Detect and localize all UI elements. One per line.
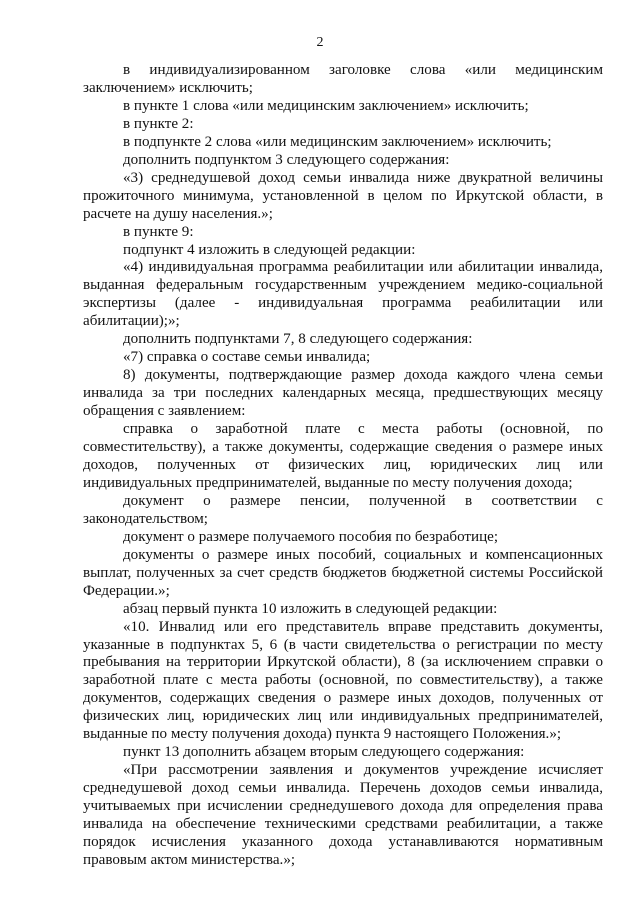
paragraph: справка о заработной плате с места работы (основной, по совместительству), а также документы, содержащие сведения о размере иных доходов, полученных от физических лиц, юридических лиц или индивидуальных предпринимателей, выданные по месту получения дохода;: [83, 421, 603, 491]
paragraph: дополнить подпунктами 7, 8 следующего содержания:: [123, 331, 473, 348]
paragraph: «7) справка о составе семьи инвалида;: [123, 349, 371, 366]
paragraph: в индивидуализированном заголовке слова «или медицинским заключением» исключить;: [83, 62, 603, 96]
paragraph: в пункте 2:: [123, 115, 194, 132]
paragraph: в пункте 9:: [123, 223, 194, 240]
paragraph: в пункте 1 слова «или медицинским заключением» исключить;: [123, 97, 529, 114]
paragraph: «4) индивидуальная программа реабилитации или абилитации инвалида, выданная федеральным государственным учреждением медико-социальной экспертизы (далее - индивидуальная программа реабилитации или абилитации);»;: [83, 259, 603, 330]
paragraph: пункт 13 дополнить абзацем вторым следующего содержания:: [123, 744, 525, 761]
paragraph: абзац первый пункта 10 изложить в следующей редакции:: [123, 600, 498, 617]
page-number: 2: [316, 35, 324, 50]
paragraph: «3) среднедушевой доход семьи инвалида ниже двукратной величины прожиточного минимума, установленной в целом по Иркутской области, в расчете на душу населения.»;: [83, 169, 603, 222]
paragraph: документы о размере иных пособий, социальных и компенсационных выплат, полученных за счет средств бюджетов бюджетной системы Российской Федерации.»;: [83, 546, 603, 599]
paragraph: документ о размере пенсии, полученной в соответствии с законодательством;: [83, 492, 603, 527]
paragraph: «При рассмотрении заявления и документов учреждение исчисляет среднедушевой доход семьи инвалида. Перечень доходов семьи инвалида, учитываемых при исчислении среднедушевого дохода для определения права инвалида на обеспечение техническими средствами реабилитации, а также порядок исчисления указанного дохода устанавливаются нормативным правовым актом министерства.»;: [83, 762, 603, 868]
paragraph: 8) документы, подтверждающие размер дохода каждого члена семьи инвалида за три последних календарных месяца, предшествующих месяцу обращения с заявлением:: [83, 367, 603, 420]
document-body: [83, 62, 603, 870]
paragraph: документ о размере получаемого пособия по безработице;: [123, 528, 499, 545]
paragraph: подпункт 4 изложить в следующей редакции:: [123, 241, 416, 258]
paragraph: «10. Инвалид или его представитель вправе представить документы, указанные в подпунктах 5, 6 (в части свидетельства о регистрации по месту пребывания на территории Иркутской области), 8 (за исключением справки о заработной плате с места работы (основной, по совместительству), а также документов, содержащих сведения о размере иных доходов, полученных от физических лиц, юридических лиц или индивидуальных предпринимателей, выданные по месту получения дохода) пункта 9 настоящего Положения.»;: [83, 618, 603, 743]
paragraph: в подпункте 2 слова «или медицинским заключением» исключить;: [123, 133, 552, 150]
paragraph: дополнить подпунктом 3 следующего содержания:: [123, 151, 450, 168]
